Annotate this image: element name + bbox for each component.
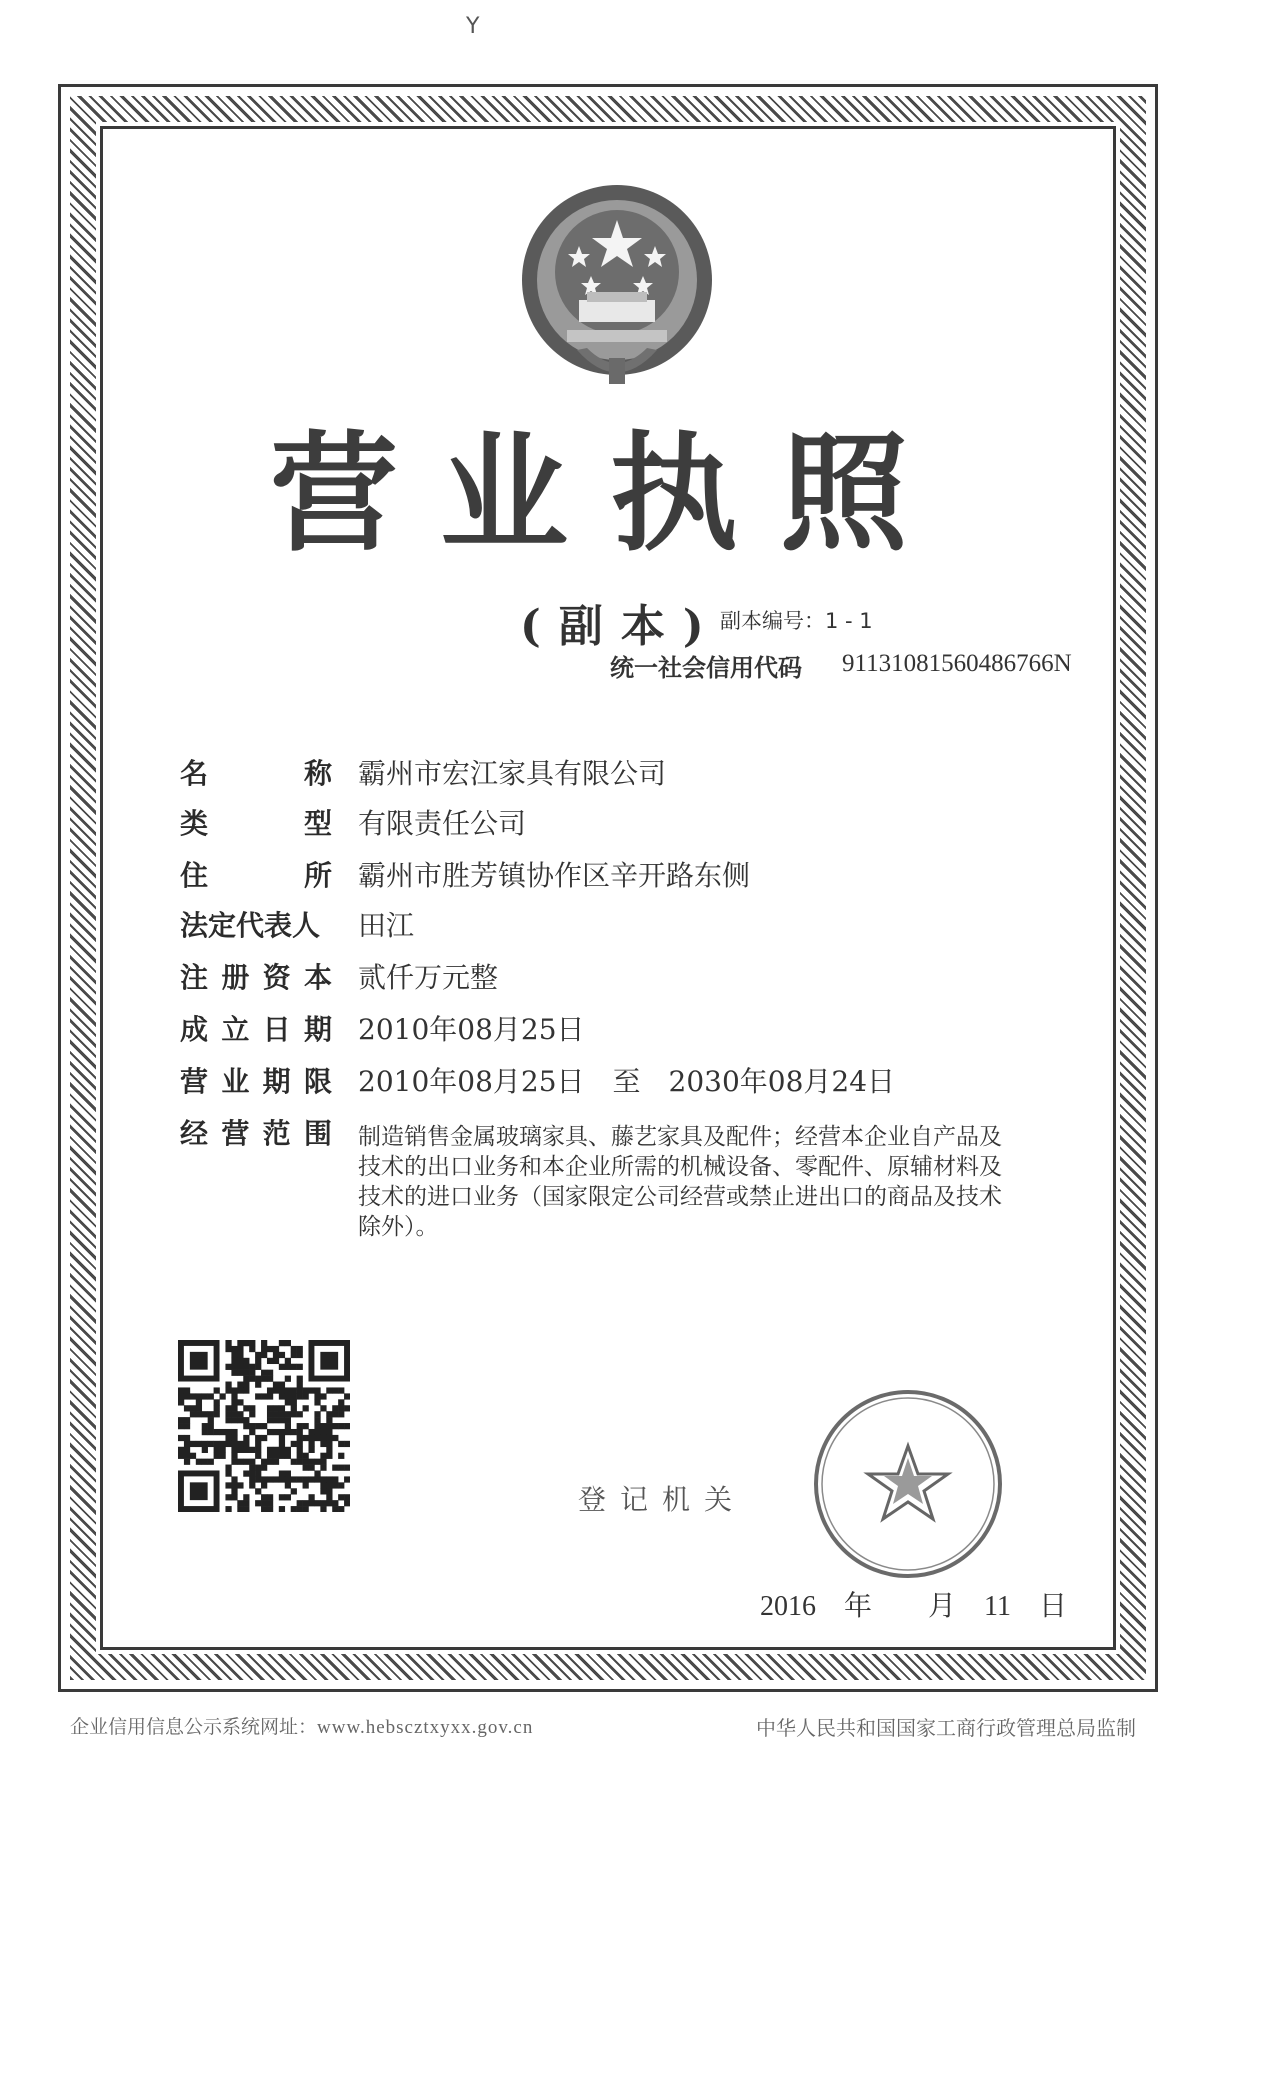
field-type-label: 类 型 [180,807,332,840]
footer-website-label: 企业信用信息公示系统网址： [70,1716,318,1738]
field-scope-value: 制造销售金属玻璃家具、藤艺家具及配件；经营本企业自产品及技术的出口业务和本企业所需的机械设备、零配件、原辅材料及技术的进口业务（国家限定公司经营或禁止进出口的商品及技术除外）。 [358,1124,1002,1240]
footer-supervisor: 中华人民共和国国家工商行政管理总局监制 [756,1716,1136,1740]
field-type-value: 有限责任公司 [358,807,527,840]
registration-authority-label: 登记机关 [578,1483,747,1516]
issue-date: 2016 年 月 11 日 [760,1591,1067,1622]
field-name-label: 名 称 [180,757,332,790]
field-legal-rep-value: 田江 [358,909,415,942]
footer-website [70,1712,533,1739]
official-seal [808,1384,1008,1584]
field-capital-label: 注 册 资 本 [180,961,332,994]
qr-code [178,1340,350,1512]
footer-website-url: www.hebscztxyxx.gov.cn [317,1717,534,1738]
field-term-label: 营 业 期 限 [180,1065,332,1098]
document-subtitle: (副本) [520,601,722,652]
field-founded-label: 成 立 日 期 [180,1013,332,1046]
field-address-label: 住 所 [180,859,332,892]
field-founded-value: 2010年08月25日 [358,1013,585,1046]
national-emblem [507,180,727,395]
field-capital-value: 贰仟万元整 [358,961,499,994]
field-address-value: 霸州市胜芳镇协作区辛开路东侧 [358,859,751,892]
credit-code-label: 统一社会信用代码 [610,654,802,682]
field-legal-rep-label: 法定代表人 [180,909,321,942]
document-title: 营业执照 [270,419,951,569]
credit-code-value: 91131081560486766N [842,650,1072,677]
field-scope-label: 经 营 范 围 [180,1117,332,1150]
field-term-value: 2010年08月25日 至 2030年08月24日 [358,1065,896,1098]
corner-mark: Y [466,14,480,39]
copy-number: 副本编号：1 - 1 [720,609,873,633]
field-name-value: 霸州市宏江家具有限公司 [358,757,667,790]
